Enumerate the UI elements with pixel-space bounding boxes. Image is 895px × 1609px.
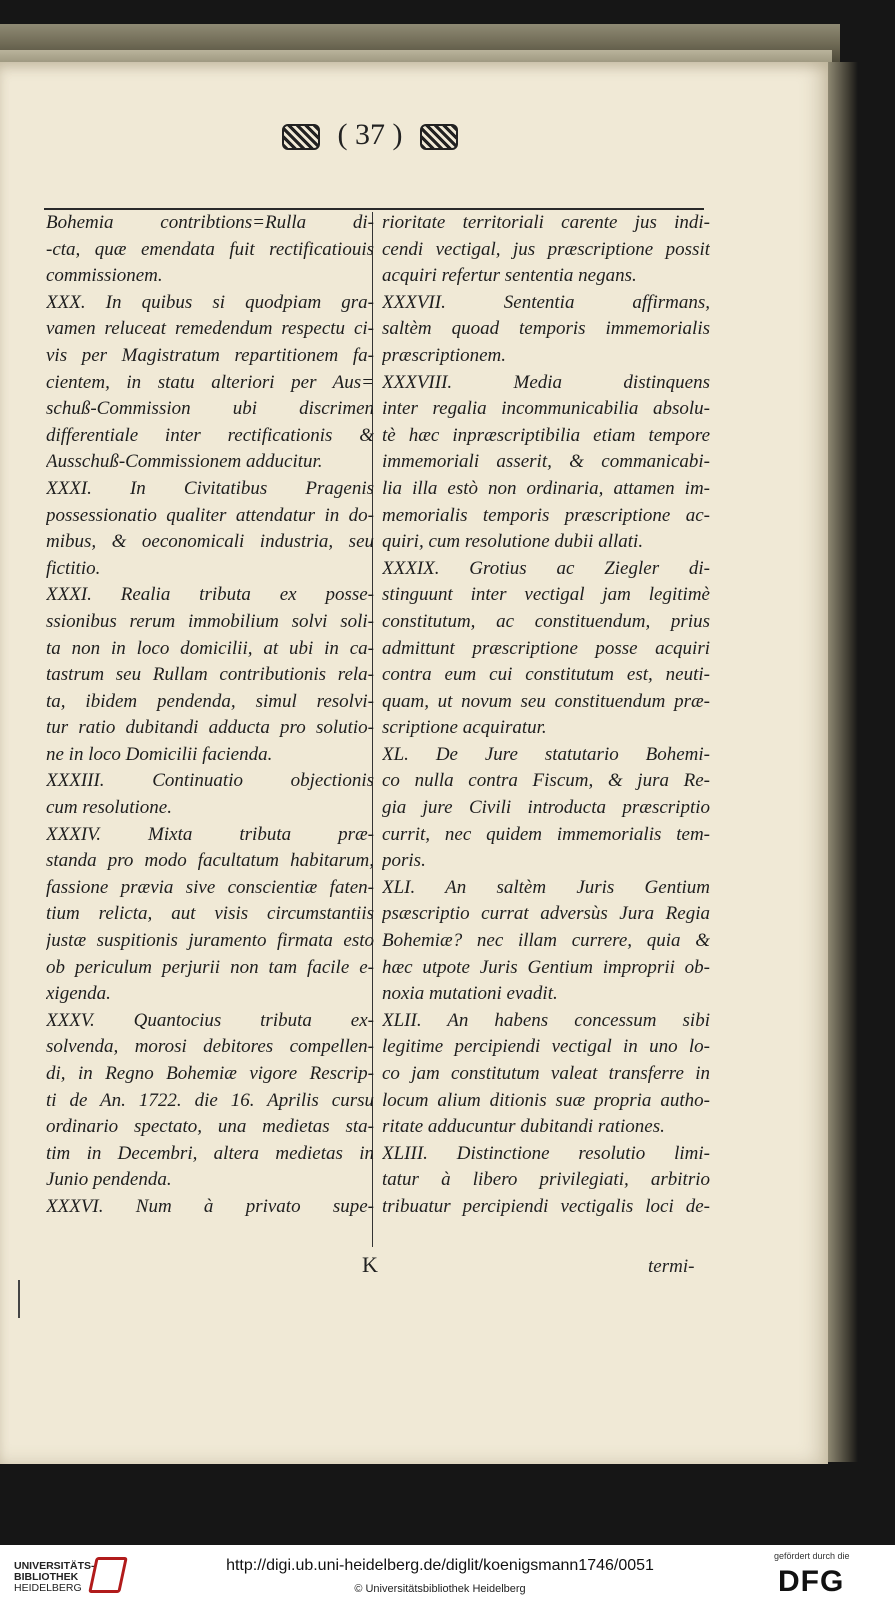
text-line: standa pro modo facultatum habitarum,	[46, 850, 374, 872]
text-line: -cta, quæ emendata fuit rectificatiouis	[46, 238, 374, 260]
text-line: ne in loco Domicilii facienda.	[46, 743, 273, 765]
text-line: co nulla contra Fiscum, & jura Re-	[382, 770, 710, 792]
text-line: Bohemiæ? nec illam currere, quia &	[382, 930, 710, 952]
text-line: lia illa estò non ordinaria, attamen im-	[382, 477, 710, 499]
page-edge	[828, 62, 858, 1462]
text-line: XXXIII. Continuatio objectionis	[46, 770, 374, 792]
text-line: vamen reluceat remedendum respectu ci-	[46, 318, 374, 340]
text-line: locum alium ditionis suæ propria autho-	[382, 1089, 710, 1111]
text-line: tribuatur percipiendi vectigalis loci de-	[382, 1195, 710, 1217]
text-line: memorialis temporis præscriptione ac-	[382, 504, 710, 526]
text-line: saltèm quoad temporis immemorialis	[382, 318, 710, 340]
ornament-left-icon	[282, 124, 320, 150]
text-line: co jam constitutum valeat transferre in	[382, 1063, 710, 1084]
text-line: XLII. An habens concessum sibi	[382, 1009, 710, 1031]
text-line: quam, ut novum seu constituendum præ-	[382, 690, 710, 712]
text-line: XXXI. Realia tributa ex posse-	[46, 584, 374, 606]
text-line: contra eum cui constitutum est, neuti-	[382, 664, 710, 686]
text-line: acquiri refertur sententia negans.	[382, 265, 637, 287]
logo-line2: BIBLIOTHEK	[14, 1571, 79, 1583]
text-line: stinguunt inter vectigal jam legitimè	[382, 584, 710, 606]
text-line: XXXVII. Sententia affirmans,	[382, 291, 710, 313]
dfg-logo[interactable]: DFG	[778, 1565, 845, 1598]
text-line: differentiale inter rectificationis &	[46, 424, 374, 446]
text-line: cum resolutione.	[46, 797, 172, 819]
text-line: XXXIV. Mixta tributa præ-	[46, 823, 374, 845]
text-line: psæscriptio currat adversùs Jura Regia	[382, 903, 710, 925]
text-line: currit, nec quidem immemorialis tem-	[382, 823, 710, 845]
text-line: tè hæc inpræscriptibilia etiam tempore	[382, 424, 710, 446]
text-line: XLIII. Distinctione resolutio limi-	[382, 1142, 710, 1164]
ornament-right-icon	[420, 124, 458, 150]
text-line: Junio pendenda.	[46, 1169, 172, 1191]
left-column	[46, 210, 374, 1221]
text-line: legitime percipiendi vectigal in uno lo-	[382, 1036, 710, 1058]
text-line: ti de An. 1722. die 16. Aprilis cursu	[46, 1089, 374, 1111]
text-line: XXXV. Quantocius tributa ex-	[46, 1009, 374, 1031]
text-line: di, in Regno Bohemiæ vigore Rescrip-	[46, 1063, 374, 1084]
text-line: tatur à libero privilegiati, arbitrio	[382, 1169, 710, 1191]
text-line: cientem, in statu alteriori per Aus=	[46, 371, 374, 393]
viewer-footer-bar	[0, 1545, 895, 1609]
catchword: termi-	[648, 1256, 695, 1277]
text-line: XLI. An saltèm Juris Gentium	[382, 876, 710, 898]
text-line: xigenda.	[46, 983, 111, 1005]
text-line: XXXI. In Civitatibus Pragenis	[46, 477, 374, 499]
text-line: rioritate territoriali carente jus indi-	[382, 212, 710, 233]
text-line: ordinario spectato, una medietas sta-	[46, 1116, 374, 1138]
text-line: vis per Magistratum repartitionem fa-	[46, 344, 374, 366]
text-line: tim in Decembri, altera medietas in	[46, 1142, 374, 1164]
text-line: fassione prævia sive conscientiæ faten-	[46, 876, 374, 898]
text-line: Ausschuß-Commissionem adducitur.	[46, 451, 323, 473]
text-line: fictitio.	[46, 557, 101, 579]
text-line: noxia mutationi evadit.	[382, 983, 558, 1005]
text-line: admittunt præscriptione posse acquiri	[382, 637, 710, 659]
text-line: ssionibus rerum immobilium solvi soli-	[46, 610, 374, 632]
text-line: quiri, cum resolutione dubii allati.	[382, 531, 644, 553]
text-line: inter regalia incommunicabilia absolu-	[382, 398, 710, 420]
text-line: cendi vectigal, jus præscriptione possit	[382, 238, 710, 260]
text-line: hæc utpote Juris Gentium improprii ob-	[382, 956, 710, 978]
text-line: justæ suspitionis juramento firmata esto	[46, 930, 374, 952]
page-header	[0, 118, 740, 158]
text-line: tastrum seu Rullam contributionis rela-	[46, 664, 374, 686]
margin-mark	[18, 1280, 20, 1318]
text-line: scriptione acquiratur.	[382, 717, 547, 739]
text-line: XXXVIII. Media distinquens	[382, 371, 710, 393]
text-line: tur ratio dubitandi adducta pro solutio-	[46, 717, 374, 739]
text-line: ta non in loco domicilii, at ubi in ca-	[46, 637, 374, 659]
text-line: tium relicta, aut visis circumstantiis	[46, 903, 374, 925]
right-column	[382, 210, 710, 1221]
permalink-url[interactable]: http://digi.ub.uni-heidelberg.de/diglit/koenigsmann1746/0051	[226, 1557, 654, 1574]
text-line: constitutum, ac constituendum, prius	[382, 610, 710, 632]
text-line: præscriptionem.	[382, 344, 507, 366]
text-line: commissionem.	[46, 265, 163, 287]
signature-mark: K	[362, 1252, 378, 1277]
text-line: XXX. In quibus si quodpiam gra-	[46, 291, 374, 313]
funded-by-text: gefördert durch die	[774, 1551, 850, 1561]
text-line: poris.	[382, 850, 426, 872]
text-line: immemoriali asserit, & commanicabi-	[382, 451, 710, 473]
text-line: gia jure Civili introducta præscriptio	[382, 797, 710, 819]
text-line: possessionatio qualiter attendatur in do-	[46, 504, 374, 526]
page-number: ( 37 )	[337, 118, 403, 151]
text-line: ob periculum perjurii non tam facile e-	[46, 956, 374, 978]
text-line: solvenda, morosi debitores compellen-	[46, 1036, 374, 1058]
text-line: XXXVI. Num à privato supe-	[46, 1195, 374, 1217]
logo-line3: HEIDELBERG	[14, 1582, 82, 1594]
text-line: ta, ibidem pendenda, simul resolvi-	[46, 690, 374, 712]
text-line: ritate adducuntur dubitandi rationes.	[382, 1116, 665, 1138]
logo-line1: UNIVERSITÄTS-	[14, 1560, 95, 1572]
text-line: mibus, & oeconomicali industria, seu	[46, 531, 374, 553]
text-line: Bohemia contribtions=Rulla di-	[46, 212, 374, 233]
copyright-text: © Universitätsbibliothek Heidelberg	[354, 1583, 526, 1595]
text-line: schuß-Commission ubi discrimen	[46, 398, 374, 420]
text-line: XL. De Jure statutario Bohemi-	[382, 743, 710, 765]
text-line: XXXIX. Grotius ac Ziegler di-	[382, 557, 710, 579]
